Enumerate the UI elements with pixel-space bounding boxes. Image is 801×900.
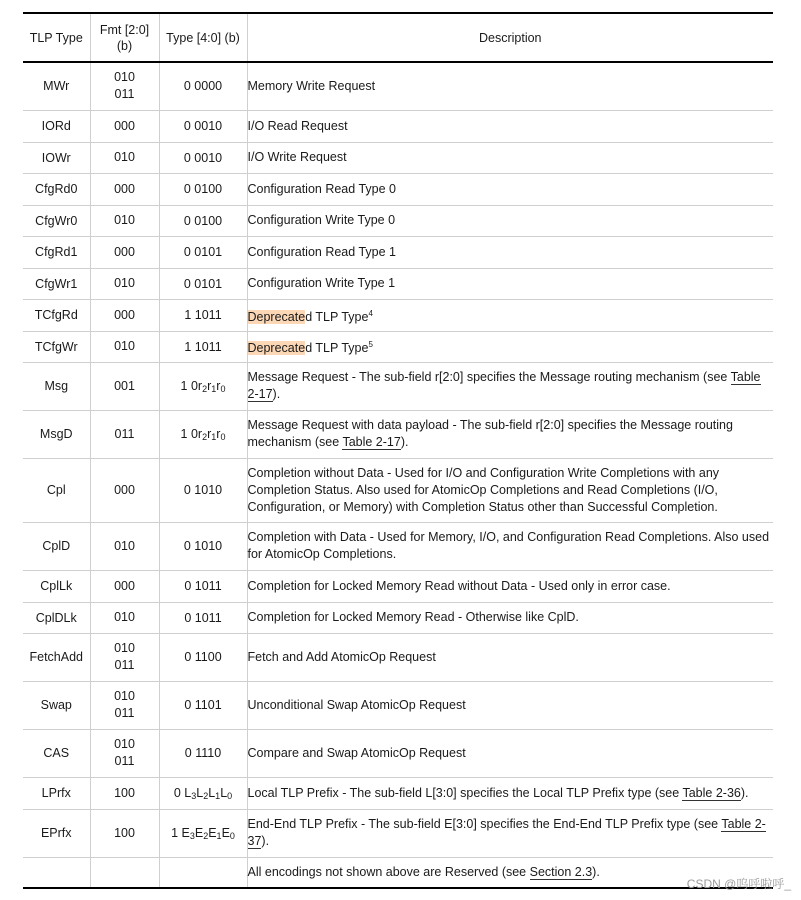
tlp-type-cell: CAS (23, 729, 90, 777)
tlp-type-cell: TCfgRd (23, 299, 90, 331)
description-text: ). (740, 785, 749, 800)
cross-reference-link[interactable]: Section 2.3 (529, 864, 593, 879)
type-code-cell (159, 777, 247, 809)
type-code-cell: 0 0010 (159, 142, 247, 173)
description-text: d TLP Type (305, 309, 369, 324)
table-row (23, 410, 773, 458)
type-code-letter: E (208, 825, 217, 840)
description-cell: Configuration Read Type 0 (247, 173, 773, 205)
cross-reference-link[interactable]: Table 2-36 (682, 785, 741, 800)
type-code-cell: 0 1101 (159, 681, 247, 729)
tlp-type-cell: Cpl (23, 458, 90, 522)
description-cell: Completion without Data - Used for I/O and Configuration Write Completions with any Completion Status. Also used for AtomicOp Completions and Read Completions (I/O, Configuration, or Memory) with Completion Status other than Successful Completion. (247, 458, 773, 522)
table-row (23, 729, 773, 777)
tlp-type-cell: MsgD (23, 410, 90, 458)
fmt-value: 000 (114, 244, 135, 259)
type-code-letter: r (207, 426, 212, 441)
tlp-type-cell: IOWr (23, 142, 90, 173)
description-text: All encodings not shown above are Reserved (see (247, 864, 530, 879)
fmt-value: 100 (114, 785, 135, 800)
type-code-subscript: 2 (202, 383, 208, 394)
fmt-value: 011 (114, 658, 135, 672)
type-code-cell (159, 857, 247, 888)
fmt-value: 010 (114, 538, 135, 553)
type-code-subscript: 3 (189, 830, 195, 841)
table-row (23, 268, 773, 299)
fmt-value: 001 (114, 378, 135, 393)
type-code-cell: 0 1011 (159, 602, 247, 633)
description-cell (247, 299, 773, 331)
header-fmt (90, 13, 159, 62)
tlp-type-cell: CfgRd1 (23, 236, 90, 268)
cross-reference-link[interactable]: Table 2-17 (247, 370, 761, 401)
fmt-value: 000 (114, 578, 135, 593)
description-cell: Completion for Locked Memory Read without Data - Used only in error case. (247, 570, 773, 602)
table-row (23, 62, 773, 110)
fmt-value: 010 (114, 737, 135, 751)
description-cell: Configuration Write Type 1 (247, 268, 773, 299)
type-code-subscript: 1 (215, 790, 221, 801)
table-row (23, 205, 773, 236)
table-row (23, 809, 773, 857)
fmt-cell (90, 522, 159, 570)
table-row (23, 458, 773, 522)
description-cell: Memory Write Request (247, 62, 773, 110)
description-text: ). (272, 387, 281, 401)
type-code-cell: 0 1010 (159, 522, 247, 570)
type-code-cell (159, 809, 247, 857)
type-code-cell: 0 1110 (159, 729, 247, 777)
table-row (23, 236, 773, 268)
fmt-cell (90, 173, 159, 205)
type-code-letter: r (216, 426, 221, 441)
tlp-type-cell: Swap (23, 681, 90, 729)
table-row (23, 681, 773, 729)
type-code-subscript: 0 (220, 431, 226, 442)
tlp-type-table (23, 12, 773, 889)
table-row (23, 331, 773, 362)
fmt-cell (90, 142, 159, 173)
type-code-subscript: 0 (227, 790, 233, 801)
type-code-prefix: 1 E (171, 825, 190, 840)
fmt-value: 010 (114, 689, 135, 703)
type-code-letter: r (216, 378, 221, 393)
highlighted-text: Deprecate (247, 341, 306, 355)
type-code-cell: 0 1010 (159, 458, 247, 522)
fmt-cell (90, 777, 159, 809)
fmt-value: 100 (114, 825, 135, 840)
fmt-cell (90, 633, 159, 681)
cross-reference-link[interactable]: Table 2-17 (342, 435, 401, 449)
table-row (23, 110, 773, 142)
table-row (23, 633, 773, 681)
watermark: CSDN @呜呼啦呼_ (686, 877, 791, 891)
tlp-type-cell: CplDLk (23, 602, 90, 633)
tlp-type-cell: CplLk (23, 570, 90, 602)
type-code-subscript: 2 (202, 431, 208, 442)
tlp-type-cell: TCfgWr (23, 331, 90, 362)
highlighted-text: Deprecate (247, 309, 306, 324)
fmt-value: 011 (114, 87, 135, 102)
type-code-cell: 0 1011 (159, 570, 247, 602)
table-row (23, 362, 773, 410)
description-text: Message Request with data payload - The sub-field r[2:0] specifies the Message routing mechanism (see (247, 418, 733, 449)
description-text: End-End TLP Prefix - The sub-field E[3:0] specifies the End-End TLP Prefix type (see (247, 817, 722, 831)
fmt-value: 000 (114, 118, 135, 133)
type-code-cell: 0 0100 (159, 173, 247, 205)
description-cell (247, 777, 773, 809)
type-code-subscript: 0 (229, 830, 235, 841)
fmt-value: 010 (114, 150, 135, 164)
fmt-cell (90, 681, 159, 729)
cross-reference-link[interactable]: Table 2-37 (247, 817, 766, 848)
type-code-cell (159, 410, 247, 458)
fmt-cell (90, 331, 159, 362)
header-tlp-type: TLP Type (23, 13, 90, 62)
table-row (23, 777, 773, 809)
fmt-value: 010 (114, 339, 135, 353)
description-cell (247, 809, 773, 857)
fmt-cell (90, 602, 159, 633)
tlp-type-cell: CfgWr1 (23, 268, 90, 299)
type-code-subscript: 3 (191, 790, 197, 801)
description-cell: Unconditional Swap AtomicOp Request (247, 681, 773, 729)
description-text: ). (400, 435, 409, 449)
description-cell: Compare and Swap AtomicOp Request (247, 729, 773, 777)
fmt-cell (90, 299, 159, 331)
tlp-type-cell: LPrfx (23, 777, 90, 809)
description-cell: I/O Write Request (247, 142, 773, 173)
tlp-type-cell: EPrfx (23, 809, 90, 857)
fmt-cell (90, 458, 159, 522)
fmt-value: 000 (114, 181, 135, 196)
fmt-cell (90, 62, 159, 110)
fmt-value: 010 (114, 276, 135, 290)
description-cell: Completion with Data - Used for Memory, I/O, and Configuration Read Completions. Also used for AtomicOp Completions. (247, 522, 773, 570)
type-code-prefix: 1 0r (180, 426, 203, 441)
fmt-cell (90, 570, 159, 602)
table-row (23, 522, 773, 570)
table-row (23, 299, 773, 331)
description-text: ). (261, 834, 270, 848)
fmt-value: 010 (114, 213, 135, 227)
type-code-letter: E (221, 825, 230, 840)
fmt-cell (90, 236, 159, 268)
type-code-cell: 0 0100 (159, 205, 247, 236)
type-code-subscript: 0 (220, 383, 226, 394)
description-cell: Configuration Write Type 0 (247, 205, 773, 236)
fmt-cell (90, 110, 159, 142)
type-code-letter: L (208, 785, 216, 800)
fmt-value: 011 (114, 754, 135, 768)
table-header-row (23, 13, 773, 62)
tlp-type-cell: CfgRd0 (23, 173, 90, 205)
table-row (23, 173, 773, 205)
type-code-cell: 1 1011 (159, 299, 247, 331)
table-row (23, 570, 773, 602)
fmt-cell (90, 809, 159, 857)
header-fmt-line1: Fmt [2:0] (99, 22, 150, 37)
fmt-value: 010 (114, 70, 135, 85)
tlp-type-cell: CplD (23, 522, 90, 570)
type-code-letter: E (194, 825, 204, 840)
type-code-subscript: 2 (203, 790, 209, 801)
type-code-cell (159, 362, 247, 410)
type-code-subscript: 1 (216, 830, 222, 841)
type-code-subscript: 1 (211, 383, 217, 394)
description-cell (247, 331, 773, 362)
type-code-prefix: 1 0r (180, 378, 203, 393)
type-code-cell: 0 0101 (159, 236, 247, 268)
tlp-type-cell: IORd (23, 110, 90, 142)
fmt-cell (90, 268, 159, 299)
type-code-prefix: 0 L (173, 785, 192, 800)
type-code-subscript: 1 (211, 431, 217, 442)
header-description: Description (247, 13, 773, 62)
footnote-marker[interactable]: 5 (368, 340, 373, 349)
fmt-value: 000 (114, 307, 135, 322)
table-row (23, 857, 773, 888)
description-text: Local TLP Prefix - The sub-field L[3:0] specifies the Local TLP Prefix type (see (247, 785, 683, 800)
table-row (23, 602, 773, 633)
fmt-cell (90, 857, 159, 888)
fmt-value: 011 (114, 706, 135, 720)
description-text: Message Request - The sub-field r[2:0] specifies the Message routing mechanism (see (247, 370, 731, 384)
fmt-cell (90, 410, 159, 458)
description-cell (247, 410, 773, 458)
fmt-value: 010 (114, 610, 135, 624)
tlp-type-cell: Msg (23, 362, 90, 410)
description-text: d TLP Type (305, 341, 369, 355)
type-code-cell: 0 0000 (159, 62, 247, 110)
tlp-type-cell: CfgWr0 (23, 205, 90, 236)
header-fmt-line2: (b) (116, 38, 133, 53)
type-code-letter: L (220, 785, 228, 800)
description-cell: Fetch and Add AtomicOp Request (247, 633, 773, 681)
table-row (23, 142, 773, 173)
fmt-cell (90, 362, 159, 410)
fmt-cell (90, 729, 159, 777)
description-cell: I/O Read Request (247, 110, 773, 142)
description-cell: Configuration Read Type 1 (247, 236, 773, 268)
fmt-value: 010 (114, 641, 135, 655)
tlp-type-cell: FetchAdd (23, 633, 90, 681)
type-code-letter: r (207, 378, 212, 393)
type-code-cell: 0 1100 (159, 633, 247, 681)
type-code-cell: 0 0101 (159, 268, 247, 299)
fmt-value: 011 (114, 426, 135, 441)
fmt-value: 000 (114, 482, 135, 497)
type-code-subscript: 2 (203, 830, 209, 841)
footnote-marker[interactable]: 4 (368, 308, 373, 318)
header-type-code: Type [4:0] (b) (159, 13, 247, 62)
type-code-cell: 1 1011 (159, 331, 247, 362)
type-code-letter: L (196, 785, 204, 800)
description-cell (247, 362, 773, 410)
fmt-cell (90, 205, 159, 236)
description-text: ). (592, 864, 600, 879)
tlp-type-cell (23, 857, 90, 888)
tlp-type-cell: MWr (23, 62, 90, 110)
description-cell: Completion for Locked Memory Read - Otherwise like CplD. (247, 602, 773, 633)
type-code-cell: 0 0010 (159, 110, 247, 142)
